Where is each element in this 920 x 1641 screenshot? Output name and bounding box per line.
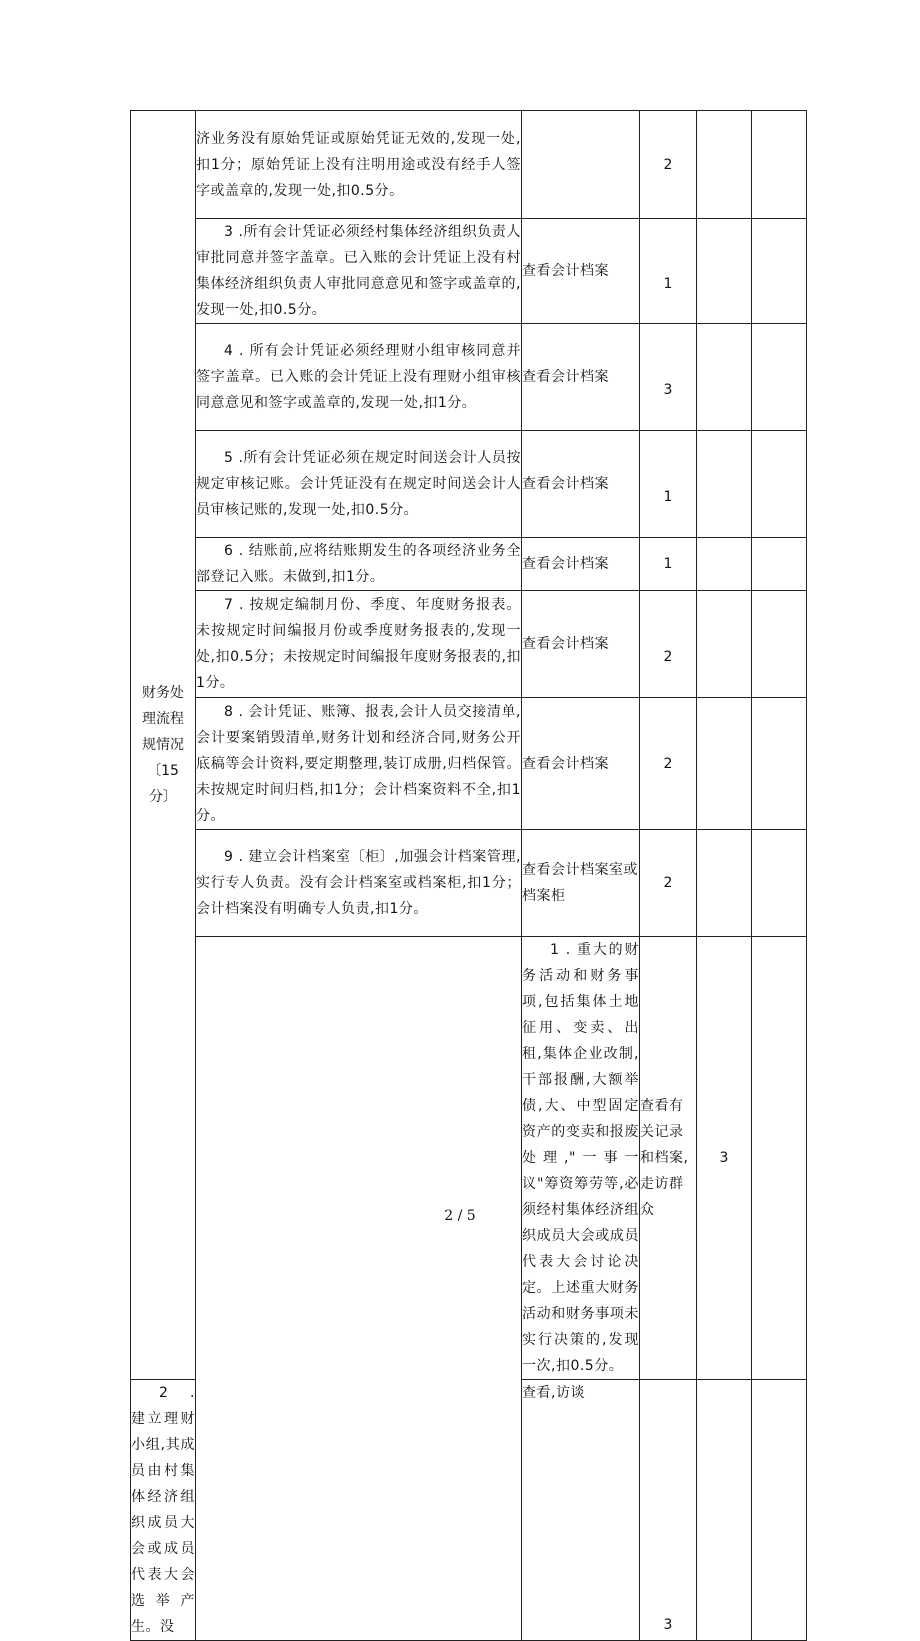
criterion-cell: 6 . 结账前,应将结账期发生的各项经济业务全部登记入账。未做到,扣1分。 <box>196 538 522 591</box>
method-cell: 查看会计档案 <box>522 698 640 830</box>
score-cell: 3 <box>640 1380 697 1641</box>
blank-cell <box>697 1380 752 1641</box>
page-number: 2 / 5 <box>444 1208 476 1224</box>
blank-cell <box>697 538 752 591</box>
score-cell: 1 <box>640 538 697 591</box>
category-label: 财务处理流程规情况〔15分〕 <box>142 685 184 805</box>
blank-cell <box>697 591 752 698</box>
method-cell: 查看,访谈 <box>522 1380 640 1641</box>
criterion-cell: 3 .所有会计凭证必须经村集体经济组织负责人审批同意并签字盖章。已入账的会计凭证上没有村集体经济组织负责人审批同意意见和签字或盖章的,发现一处,扣0.5分。 <box>196 219 522 324</box>
criterion-cell: 济业务没有原始凭证或原始凭证无效的,发现一处,扣1分；原始凭证上没有注明用途或没有经手人签字或盖章的,发现一处,扣0.5分。 <box>196 111 522 219</box>
blank-cell <box>752 591 807 698</box>
category-cell <box>131 111 196 1380</box>
table-row <box>131 111 807 219</box>
blank-cell <box>697 830 752 937</box>
blank-cell <box>752 830 807 937</box>
blank-cell <box>752 324 807 431</box>
score-cell: 2 <box>640 830 697 937</box>
score-cell: 2 <box>640 111 697 219</box>
category-cell <box>196 937 522 1641</box>
criterion-cell: 9 . 建立会计档案室〔柜〕,加强会计档案管理,实行专人负责。没有会计档案室或档案柜,扣1分；会计档案没有明确专人负责,扣1分。 <box>196 830 522 937</box>
table-row <box>131 538 807 591</box>
score-cell: 2 <box>640 591 697 698</box>
method-cell: 查看会计档案室或档案柜 <box>522 830 640 937</box>
criterion-cell: 2 . 建立理财小组,其成员由村集体经济组织成员大会或成员代表大会选举产生。没 <box>131 1380 196 1641</box>
criterion-cell: 5 .所有会计凭证必须在规定时间送会计人员按规定审核记账。会计凭证没有在规定时间送会计人员审核记账的,发现一处,扣0.5分。 <box>196 431 522 538</box>
method-cell <box>522 111 640 219</box>
blank-cell <box>697 219 752 324</box>
method-cell: 查看会计档案 <box>522 431 640 538</box>
criterion-cell: 1 . 重大的财务活动和财务事项,包括集体土地征用、变卖、出租,集体企业改制,干部报酬,大额举债,大、中型固定资产的变卖和报废处理,"一事一议"筹资筹劳等,必须经村集体经济组织成员大会或成员代表大会讨论决定。上述重大财务活动和财务事项未实行决策的,发现一次,扣0.5分。 <box>522 937 640 1380</box>
blank-cell <box>752 111 807 219</box>
score-cell: 1 <box>640 219 697 324</box>
criterion-cell: 8 . 会计凭证、账簿、报表,会计人员交接清单,会计要案销毁清单,财务计划和经济合同,财务公开底稿等会计资料,要定期整理,装订成册,归档保管。未按规定时间归档,扣1分；会计档案资料不全,扣1分。 <box>196 698 522 830</box>
method-cell: 查看会计档案 <box>522 219 640 324</box>
score-cell: 3 <box>697 937 752 1380</box>
blank-cell <box>697 698 752 830</box>
table-row <box>131 830 807 937</box>
blank-cell <box>697 431 752 538</box>
method-cell: 查看有关记录和档案,走访群众 <box>640 937 697 1380</box>
table-row <box>131 324 807 431</box>
blank-cell <box>697 324 752 431</box>
blank-cell <box>752 1380 807 1641</box>
blank-cell <box>697 111 752 219</box>
method-cell: 查看会计档案 <box>522 538 640 591</box>
table-row <box>131 219 807 324</box>
criterion-cell: 4 . 所有会计凭证必须经理财小组审核同意并签字盖章。已入账的会计凭证上没有理财小组审核同意意见和签字或盖章的,发现一处,扣1分。 <box>196 324 522 431</box>
table-row <box>131 698 807 830</box>
blank-cell <box>752 698 807 830</box>
score-cell: 3 <box>640 324 697 431</box>
method-cell: 查看会计档案 <box>522 324 640 431</box>
score-cell: 1 <box>640 431 697 538</box>
score-cell: 2 <box>640 698 697 830</box>
table-row <box>131 937 807 1380</box>
assessment-table <box>130 110 807 1641</box>
criterion-cell: 7 . 按规定编制月份、季度、年度财务报表。未按规定时间编报月份或季度财务报表的,发现一处,扣0.5分；未按规定时间编报年度财务报表的,扣1分。 <box>196 591 522 698</box>
table-row <box>131 431 807 538</box>
blank-cell <box>752 431 807 538</box>
method-cell: 查看会计档案 <box>522 591 640 698</box>
blank-cell <box>752 219 807 324</box>
table-row <box>131 591 807 698</box>
blank-cell <box>752 937 807 1380</box>
blank-cell <box>752 538 807 591</box>
